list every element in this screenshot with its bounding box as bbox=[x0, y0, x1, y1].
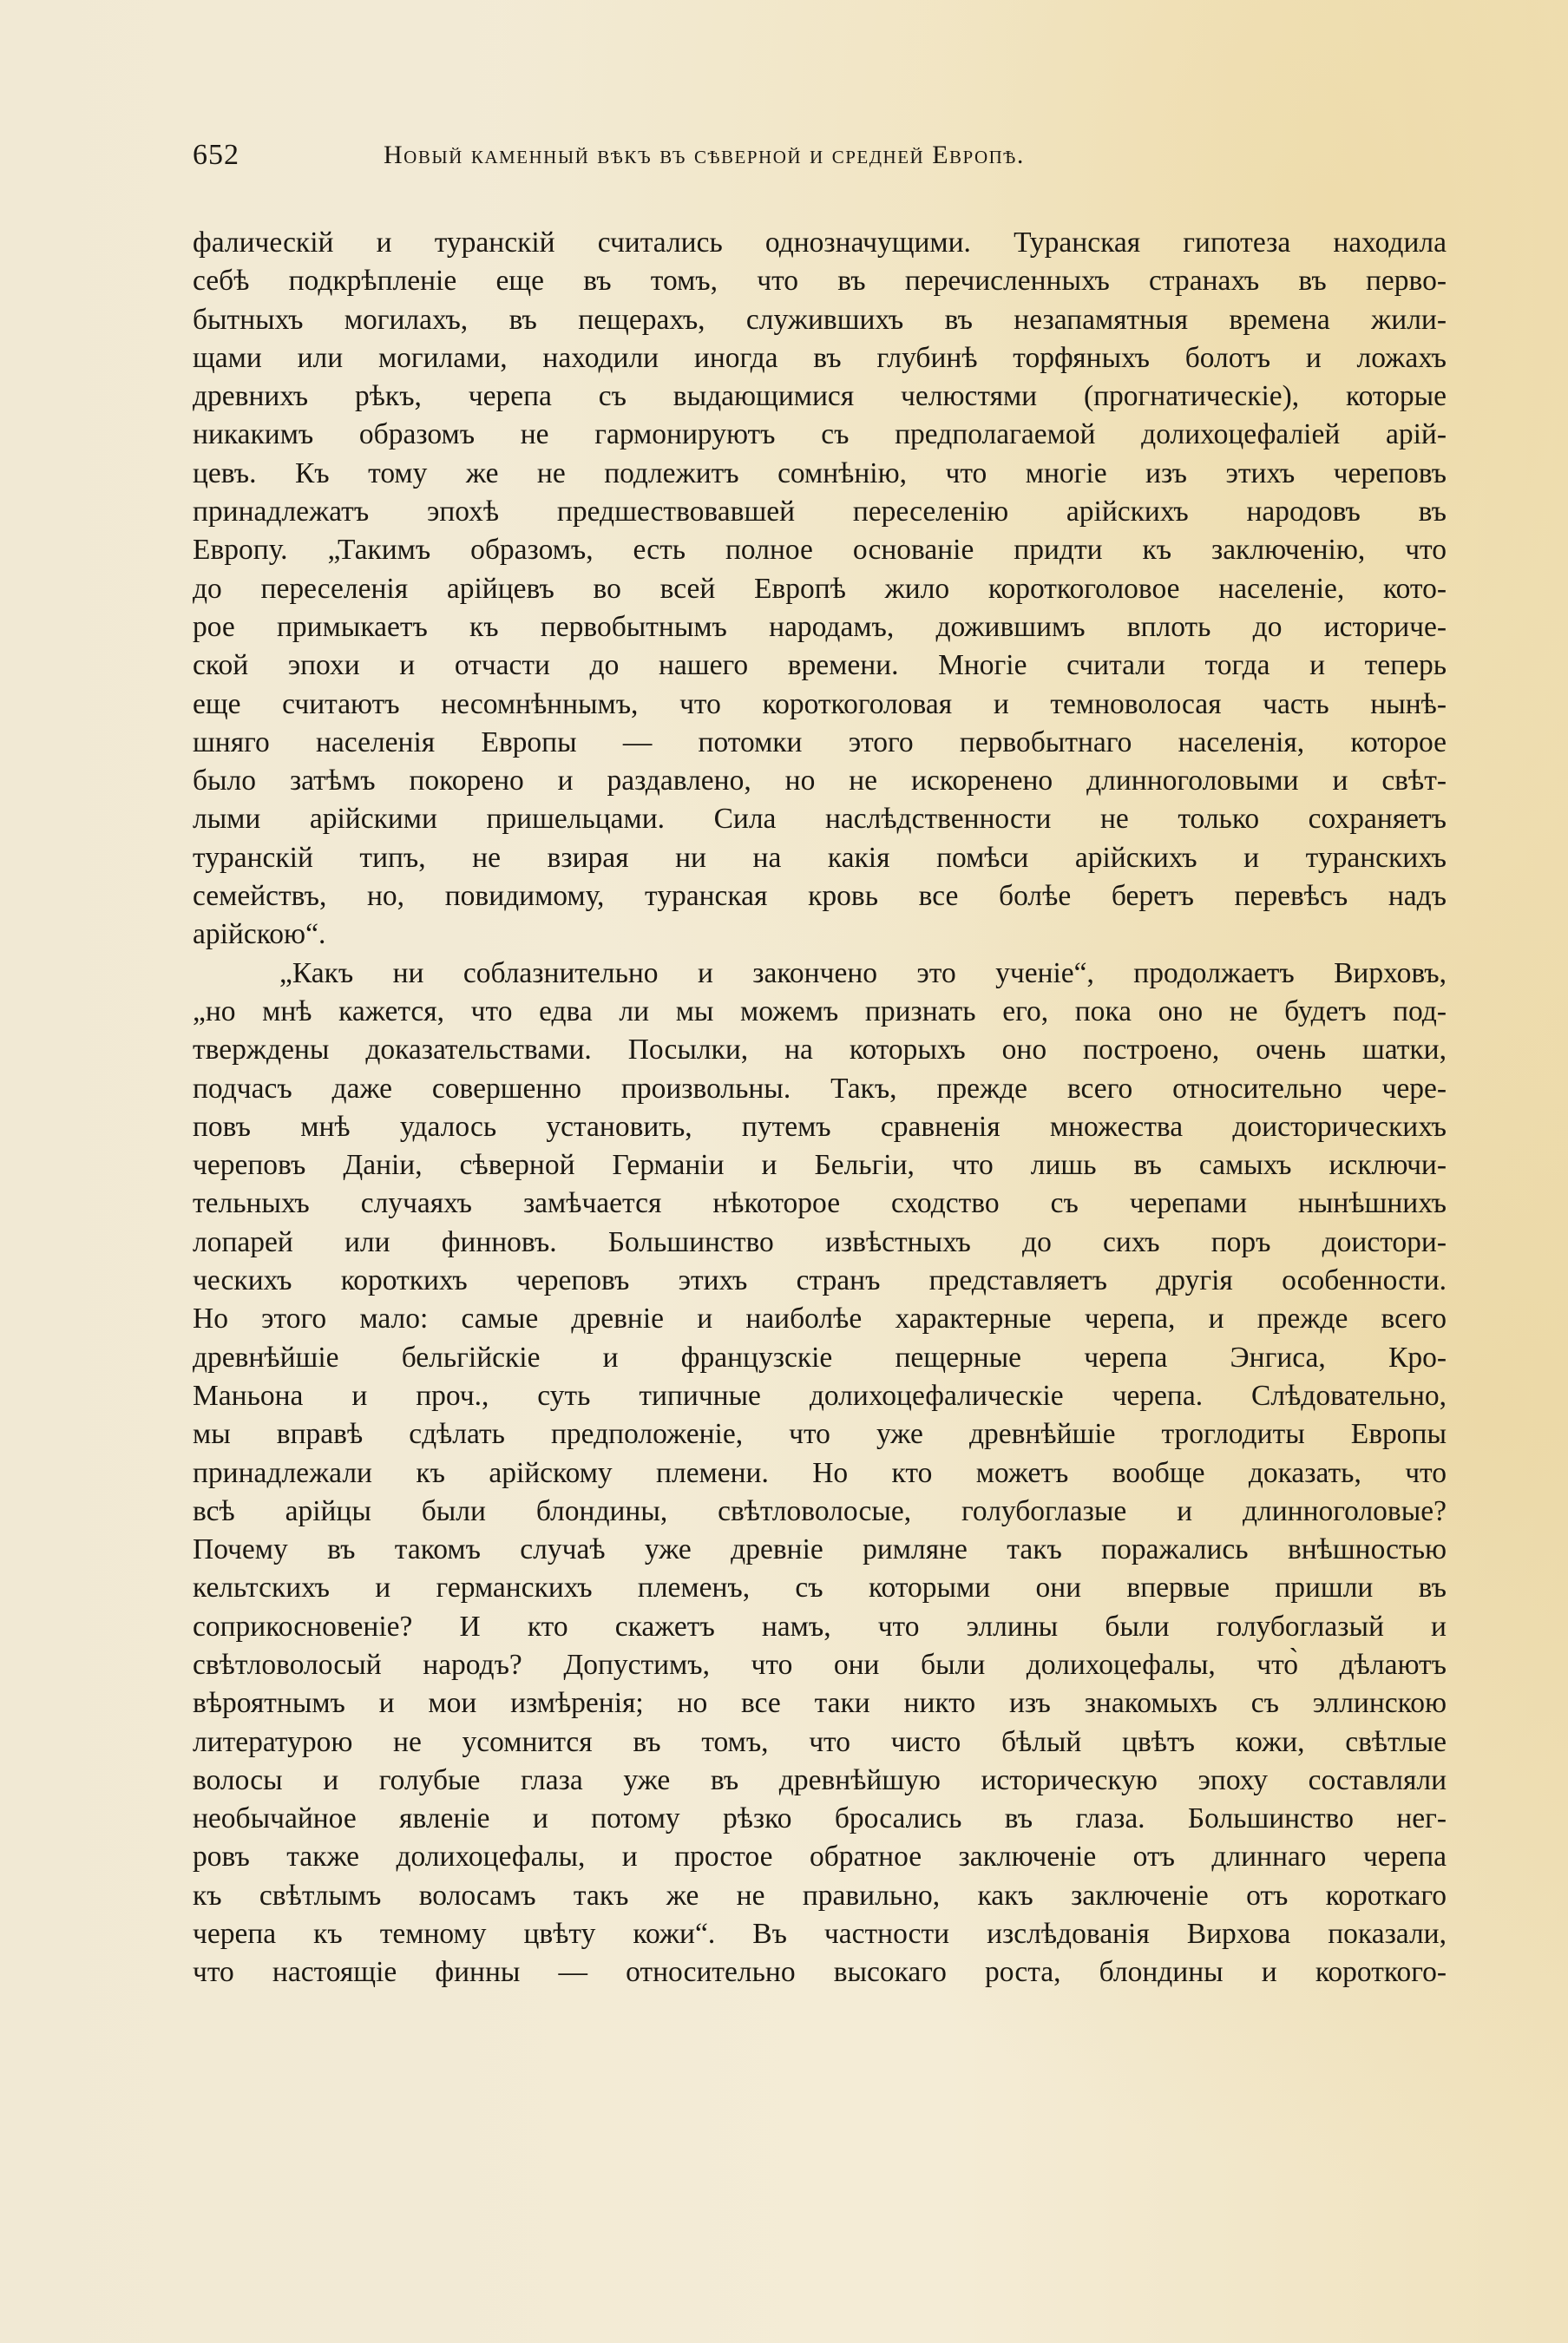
text-line: всѣ арійцы были блондины, свѣтловолосые, голубоглазые и длинноголовые? bbox=[193, 1494, 1447, 1527]
text-line: черепа къ темному цвѣту кожи“. Въ частности изслѣдованія Вирхова показали, bbox=[193, 1918, 1447, 1951]
text-line: тверждены доказательствами. Посылки, на которыхъ оно построено, очень шатки, bbox=[193, 1034, 1447, 1066]
text-line: повъ мнѣ удалось установить, путемъ сравненія множества доисторическихъ bbox=[193, 1110, 1447, 1143]
text-line: лыми арійскими пришельцами. Сила наслѣдственности не только сохраняетъ bbox=[193, 803, 1447, 836]
text-line: цевъ. Къ тому же не подлежитъ сомнѣнію, что многіе изъ этихъ череповъ bbox=[193, 456, 1447, 489]
text-line: бытныхъ могилахъ, въ пещерахъ, служившихъ въ незапамятныя времена жили- bbox=[193, 303, 1447, 336]
text-line: древнихъ рѣкъ, черепа съ выдающимися челюстями (прогнатическіе), которые bbox=[193, 380, 1447, 413]
text-line: соприкосновеніе? И кто скажетъ намъ, что эллины были голубоглазый и bbox=[193, 1610, 1447, 1643]
text-line: себѣ подкрѣпленіе еще въ томъ, что въ перечисленныхъ странахъ въ перво- bbox=[193, 265, 1447, 298]
text-line: древнѣйшіе бельгійскіе и французскіе пещерные черепа Энгиса, Кро- bbox=[193, 1341, 1447, 1374]
text-line: Почему въ такомъ случаѣ уже древніе римляне такъ поражались внѣшностью bbox=[193, 1533, 1447, 1566]
text-line: никакимъ образомъ не гармонируютъ съ предполагаемой долихоцефаліей арій- bbox=[193, 418, 1447, 451]
paragraph-end-line: арійскою“. bbox=[193, 918, 326, 951]
text-line: свѣтловолосый народъ? Допустимъ, что они были долихоцефалы, что̀ дѣлаютъ bbox=[193, 1648, 1447, 1681]
text-line: еще считаютъ несомнѣннымъ, что короткоголовая и темноволосая часть нынѣ- bbox=[193, 687, 1447, 720]
text-line: щами или могилами, находили иногда въ глубинѣ торфяныхъ болотъ и ложахъ bbox=[193, 341, 1447, 374]
text-line: череповъ Даніи, сѣверной Германіи и Бельгіи, что лишь въ самыхъ исключи- bbox=[193, 1149, 1447, 1182]
text-line: кельтскихъ и германскихъ племенъ, съ которыми они впервые пришли въ bbox=[193, 1572, 1447, 1605]
text-line: къ свѣтлымъ волосамъ такъ же не правильно, какъ заключеніе отъ короткаго bbox=[193, 1879, 1447, 1912]
text-line: принадлежали къ арійскому племени. Но кто можетъ вообще доказать, что bbox=[193, 1456, 1447, 1489]
text-line: Европу. „Такимъ образомъ, есть полное основаніе придти къ заключенію, что bbox=[193, 534, 1447, 567]
page-number: 652 bbox=[193, 139, 239, 171]
text-line: Маньона и проч., суть типичные долихоцефалическіе черепа. Слѣдовательно, bbox=[193, 1379, 1447, 1412]
paragraph-start-line: „Какъ ни соблазнительно и закончено это ученіе“, продолжаетъ Вирховъ, bbox=[279, 956, 1447, 989]
text-line: вѣроятнымъ и мои измѣренія; но все таки никто изъ знакомыхъ съ эллинскою bbox=[193, 1687, 1447, 1720]
text-line: лопарей или финновъ. Большинство извѣстныхъ до сихъ поръ доистори- bbox=[193, 1225, 1447, 1258]
text-line: семействъ, но, повидимому, туранская кровь все болѣе беретъ перевѣсъ надъ bbox=[193, 880, 1447, 913]
text-line: необычайное явленіе и потому рѣзко бросались въ глаза. Большинство нег- bbox=[193, 1802, 1447, 1835]
text-line: туранскій типъ, не взирая ни на какія помѣси арійскихъ и туранскихъ bbox=[193, 841, 1447, 874]
text-line: тельныхъ случаяхъ замѣчается нѣкоторое сходство съ черепами нынѣшнихъ bbox=[193, 1187, 1447, 1220]
text-line: „но мнѣ кажется, что едва ли мы можемъ признать его, пока оно не будетъ под- bbox=[193, 994, 1447, 1027]
text-line: шняго населенія Европы — потомки этого первобытнаго населенія, которое bbox=[193, 725, 1447, 758]
text-line: ской эпохи и отчасти до нашего времени. Многіе считали тогда и теперь bbox=[193, 649, 1447, 682]
page-header bbox=[193, 139, 1447, 182]
text-line: до переселенія арійцевъ во всей Европѣ жило короткоголовое населеніе, кото- bbox=[193, 572, 1447, 605]
text-line: было затѣмъ покорено и раздавлено, но не искоренено длинноголовыми и свѣт- bbox=[193, 765, 1447, 797]
text-line: принадлежатъ эпохѣ предшествовавшей переселенію арійскихъ народовъ въ bbox=[193, 496, 1447, 528]
text-line: волосы и голубые глаза уже въ древнѣйшую историческую эпоху составляли bbox=[193, 1763, 1447, 1796]
running-title: Новый каменный вѣкъ въ сѣверной и средней Европѣ. bbox=[384, 141, 1025, 169]
text-line: ческихъ короткихъ череповъ этихъ странъ представляетъ другія особенности. bbox=[193, 1264, 1447, 1297]
text-line: рое примыкаетъ къ первобытнымъ народамъ, дожившимъ вплоть до историче- bbox=[193, 610, 1447, 643]
text-line: мы вправѣ сдѣлать предположеніе, что уже древнѣйшіе троглодиты Европы bbox=[193, 1418, 1447, 1451]
body-text bbox=[193, 224, 1447, 1992]
text-line: ровъ также долихоцефалы, и простое обратное заключеніе отъ длиннаго черепа bbox=[193, 1841, 1447, 1874]
text-line: фалическій и туранскій считались однозначущими. Туранская гипотеза находила bbox=[193, 226, 1447, 259]
text-line: литературою не усомнится въ томъ, что чисто бѣлый цвѣтъ кожи, свѣтлые bbox=[193, 1725, 1447, 1758]
text-line: Но этого мало: самые древніе и наиболѣе характерные черепа, и прежде всего bbox=[193, 1303, 1447, 1336]
text-line: подчасъ даже совершенно произвольны. Такъ, прежде всего относительно чере- bbox=[193, 1072, 1447, 1105]
text-line: что настоящіе финны — относительно высокаго роста, блондины и короткого- bbox=[193, 1956, 1447, 1989]
